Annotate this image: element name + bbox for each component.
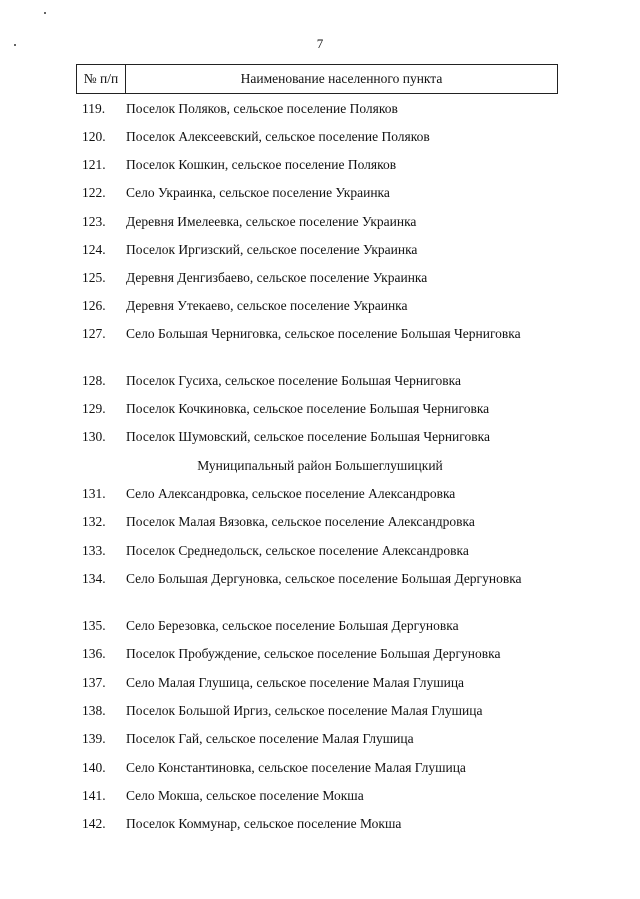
table-row (82, 100, 556, 118)
table-row (82, 645, 556, 663)
header-name-column: Наименование населенного пункта (240, 71, 443, 86)
settlement-name: Поселок Алексеевский, сельское поселение Поляков (126, 129, 430, 144)
settlement-name: Село Большая Дергуновка, сельское поселение Большая Дергуновка (126, 571, 522, 586)
settlement-name: Поселок Малая Вязовка, сельское поселение Александровка (126, 514, 475, 529)
table-row (82, 156, 556, 174)
table-row (82, 325, 556, 343)
row-number: 131. (82, 486, 106, 501)
table-row (82, 617, 556, 635)
settlement-name: Поселок Поляков, сельское поселение Поляков (126, 101, 398, 116)
row-number: 139. (82, 731, 106, 746)
table-row (82, 542, 556, 560)
header-number-column: № п/п (77, 65, 126, 93)
settlement-name: Поселок Среднедольск, сельское поселение Александровка (126, 543, 469, 558)
settlement-name: Село Малая Глушица, сельское поселение Малая Глушица (126, 675, 465, 690)
row-number: 134. (82, 571, 106, 586)
table-row (82, 815, 556, 833)
table-row (82, 428, 556, 446)
table-row (82, 400, 556, 418)
settlement-name: Село Березовка, сельское поселение Большая Дергуновка (126, 618, 459, 633)
settlement-name: Поселок Гусиха, сельское поселение Большая Черниговка (126, 373, 461, 388)
table-row (82, 674, 556, 692)
row-number: 140. (82, 760, 106, 775)
table-row (82, 128, 556, 146)
settlement-name: Поселок Большой Иргиз, сельское поселение Малая Глушица (126, 703, 483, 718)
settlement-name: Деревня Имелеевка, сельское поселение Украинка (126, 214, 417, 229)
row-number: 120. (82, 129, 106, 144)
row-number: 137. (82, 675, 106, 690)
table-row (82, 213, 556, 231)
settlement-name: Село Константиновка, сельское поселение Малая Глушица (126, 760, 466, 775)
table-row (82, 513, 556, 531)
table-row (82, 485, 556, 503)
row-number: 125. (82, 270, 106, 285)
table-row (82, 787, 556, 805)
settlement-name: Поселок Кочкиновка, сельское поселение Большая Черниговка (126, 401, 490, 416)
settlement-name: Поселок Пробуждение, сельское поселение Большая Дергуновка (126, 646, 501, 661)
settlement-name: Село Александровка, сельское поселение Александровка (126, 486, 456, 501)
row-number: 133. (82, 543, 106, 558)
table-row (82, 184, 556, 202)
page-number: 7 (316, 36, 324, 51)
table-header (76, 64, 558, 94)
settlement-name: Поселок Шумовский, сельское поселение Большая Черниговка (126, 429, 490, 444)
row-number: 136. (82, 646, 106, 661)
table-row (82, 730, 556, 748)
settlement-name: Деревня Утекаево, сельское поселение Украинка (126, 298, 408, 313)
row-number: 129. (82, 401, 106, 416)
settlement-name: Поселок Коммунар, сельское поселение Мокша (126, 816, 402, 831)
row-number: 124. (82, 242, 106, 257)
table-row (82, 759, 556, 777)
settlement-name: Деревня Денгизбаево, сельское поселение Украинка (126, 270, 428, 285)
table-row (82, 372, 556, 390)
table-row (82, 297, 556, 315)
row-number: 122. (82, 185, 106, 200)
settlement-name: Село Мокша, сельское поселение Мокша (126, 788, 364, 803)
table-row (82, 570, 556, 588)
row-number: 126. (82, 298, 106, 313)
table-row (82, 702, 556, 720)
row-number: 135. (82, 618, 106, 633)
row-number: 132. (82, 514, 106, 529)
row-number: 123. (82, 214, 106, 229)
row-number: 119. (82, 101, 106, 116)
row-number: 121. (82, 157, 106, 172)
row-number: 130. (82, 429, 106, 444)
row-number: 141. (82, 788, 106, 803)
section-title: Муниципальный район Большеглушицкий (197, 458, 443, 473)
row-number: 138. (82, 703, 106, 718)
table-row (82, 269, 556, 287)
settlement-name: Поселок Гай, сельское поселение Малая Глушица (126, 731, 414, 746)
settlement-name: Поселок Кошкин, сельское поселение Поляков (126, 157, 397, 172)
settlement-name: Село Украинка, сельское поселение Украинка (126, 185, 390, 200)
table-row (82, 241, 556, 259)
row-number: 128. (82, 373, 106, 388)
row-number: 142. (82, 816, 106, 831)
settlement-name: Поселок Иргизский, сельское поселение Украинка (126, 242, 418, 257)
row-number: 127. (82, 326, 106, 341)
settlement-name: Село Большая Черниговка, сельское поселение Большая Черниговка (126, 326, 521, 341)
scan-speck (44, 12, 46, 14)
